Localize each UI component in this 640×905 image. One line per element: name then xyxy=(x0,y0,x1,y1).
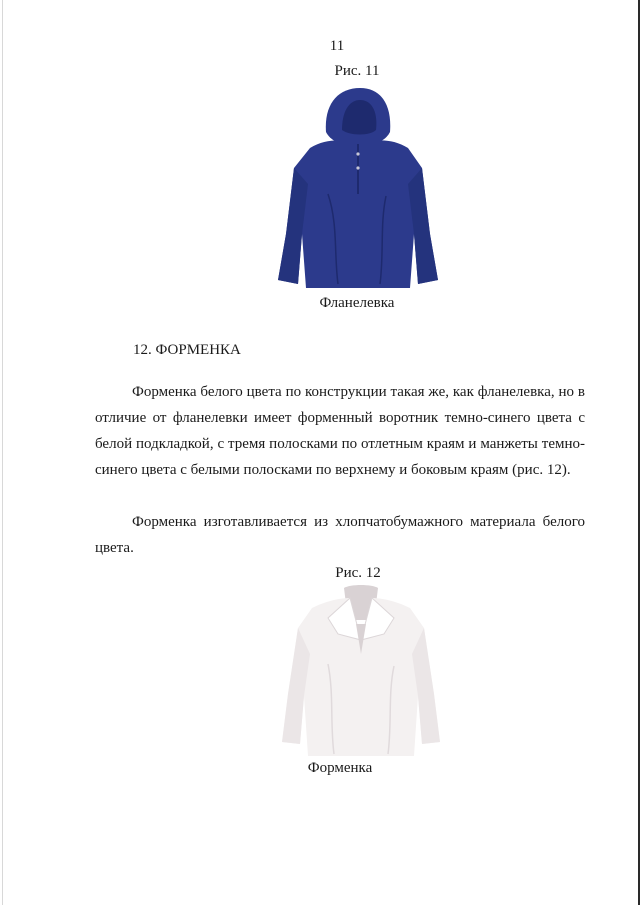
figure-12-caption: Форменка xyxy=(307,760,373,776)
page-number: 11 xyxy=(329,38,345,54)
flannel-jacket-icon xyxy=(268,84,446,288)
paragraph-2: Форменка изготавливается из хлопчатобумажного материала белого цвета. xyxy=(95,514,585,556)
figure-11-caption: Фланелевка xyxy=(319,295,395,311)
paragraph-1: Форменка белого цвета по конструкции такая же, как фланелевка, но в отличие от фланелевки имеет форменный воротник темно-синего цвета с белой подкладкой, с тремя полосками по отлетным краям и манжеты темно-синего цвета с белыми полосками по верхнему и боковым краям (рис. 12). xyxy=(95,384,585,478)
figure-11-label: Рис. 11 xyxy=(334,63,380,79)
figure-12-label: Рис. 12 xyxy=(335,565,381,581)
white-shirt-icon xyxy=(276,584,446,756)
section-heading: 12. ФОРМЕНКА xyxy=(133,342,241,358)
